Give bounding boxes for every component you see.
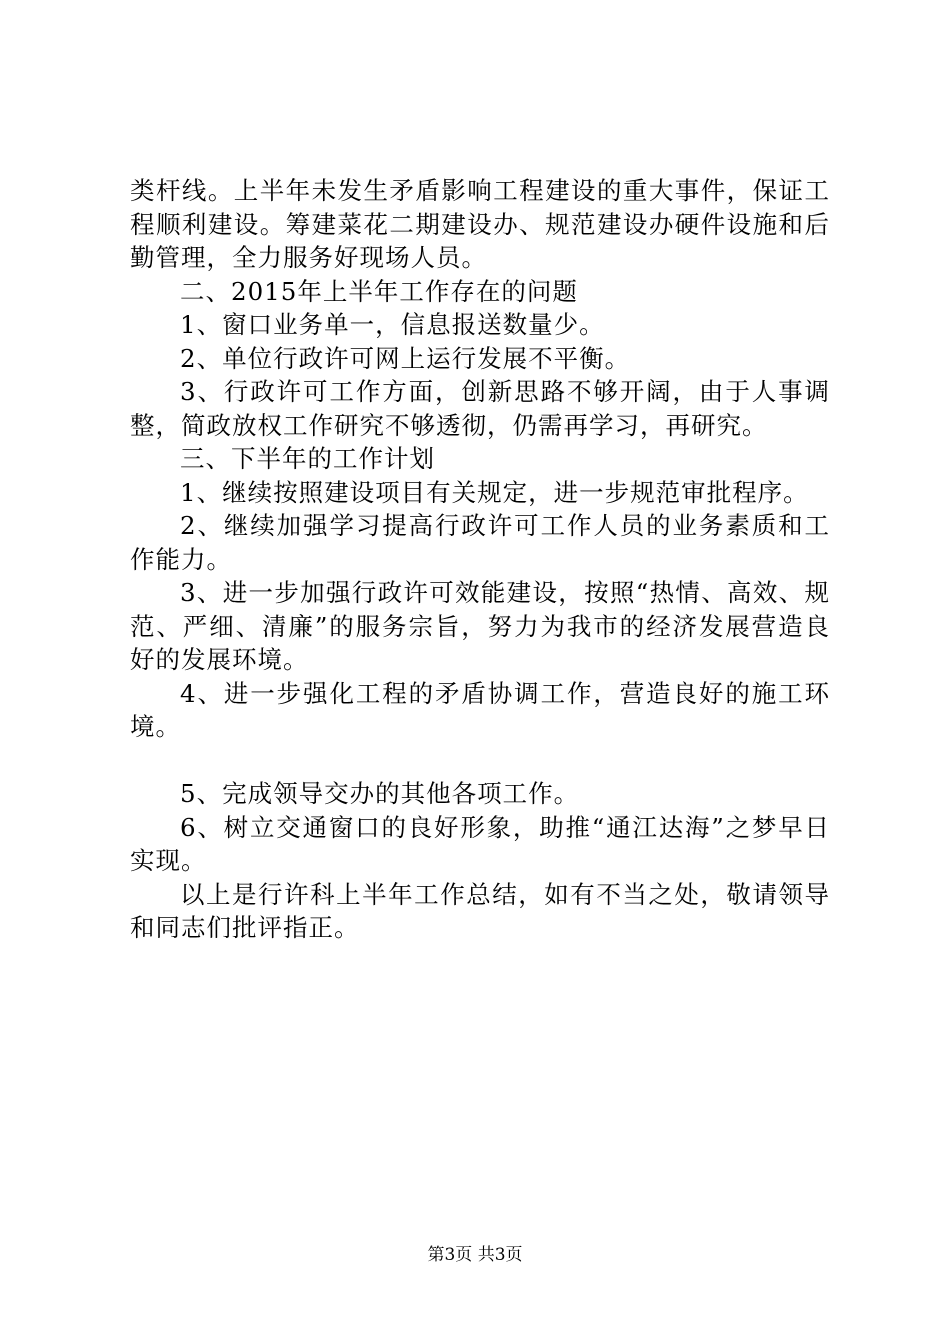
section-heading-problems: 二、2015年上半年工作存在的问题 bbox=[180, 276, 578, 306]
page-number-footer: 第3页 共3页 bbox=[427, 1245, 523, 1265]
problem-item-3: 3、行政许可工作方面，创新思路不够开阔，由于人事调整，简政放权工作研究不够透彻，仍需再学习，再研究。 bbox=[130, 377, 830, 440]
blank-line bbox=[130, 744, 830, 778]
closing-paragraph: 以上是行许科上半年工作总结，如有不当之处，敬请领导和同志们批评指正。 bbox=[130, 879, 830, 942]
paragraph-continuation: 类杆线。上半年未发生矛盾影响工程建设的重大事件，保证工程顺利建设。筹建菜花二期建设办、规范建设办硬件设施和后勤管理，全力服务好现场人员。 bbox=[130, 176, 830, 272]
plan-item-5: 5、完成领导交办的其他各项工作。 bbox=[180, 779, 580, 808]
plan-item-1: 1、继续按照建设项目有关规定，进一步规范审批程序。 bbox=[180, 477, 809, 507]
plan-item-4: 4、进一步强化工程的矛盾协调工作，营造良好的施工环境。 bbox=[130, 678, 830, 741]
problem-item-1: 1、窗口业务单一，信息报送数量少。 bbox=[180, 310, 605, 339]
plan-item-2: 2、继续加强学习提高行政许可工作人员的业务素质和工作能力。 bbox=[130, 511, 830, 574]
document-body bbox=[130, 174, 830, 945]
plan-item-6: 6、树立交通窗口的良好形象，助推“通江达海”之梦早日实现。 bbox=[130, 812, 830, 875]
problem-item-2: 2、单位行政许可网上运行发展不平衡。 bbox=[180, 343, 631, 373]
plan-item-3: 3、进一步加强行政许可效能建设，按照“热情、高效、规范、严细、清廉”的服务宗旨，努力为我市的经济发展营造良好的发展环境。 bbox=[130, 578, 830, 674]
section-heading-plan: 三、下半年的工作计划 bbox=[180, 444, 435, 473]
